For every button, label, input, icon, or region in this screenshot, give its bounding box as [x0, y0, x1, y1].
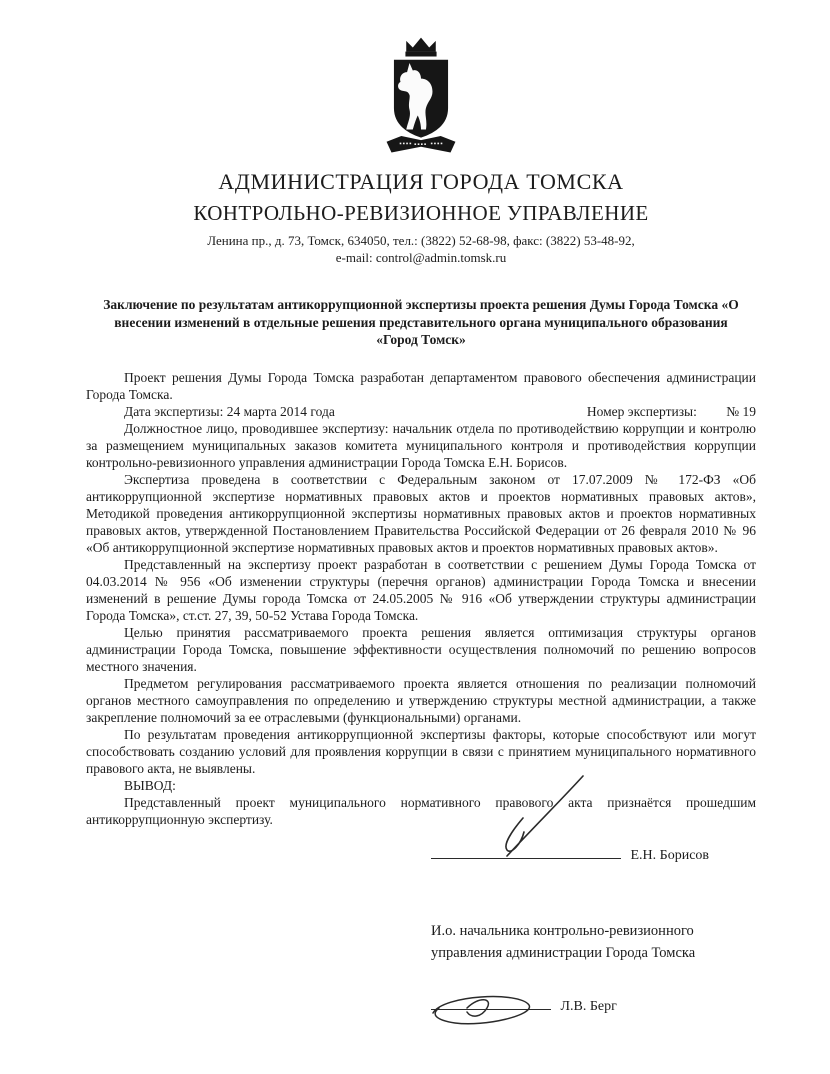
paragraph-legal-basis: Экспертиза проведена в соответствии с Федеральным законом от 17.07.2009 № 172-ФЗ «Об антикоррупционной экспертизе нормативных правовых актов и проектов нормативных правовых актов», Методикой проведения антикоррупционной экспертизы нормативных правовых актов и проектов нормативных правовых актов, утвержденной Постановлением Правительства Российской Федерации от 26 февраля 2010 № 96 «Об антикоррупционной экспертизе нормативных правовых актов и проектов нормативных правовых актов». — [86, 471, 756, 555]
paragraph-goal: Целью принятия рассматриваемого проекта решения является оптимизация структуры органов администрации Города Томска, повышение эффективности осуществления полномочий по решению вопросов местного значения. — [86, 624, 756, 674]
ribbon-icon — [387, 136, 456, 152]
expertise-date — [124, 403, 335, 420]
org-email: e-mail: control@admin.tomsk.ru — [335, 250, 507, 266]
expert-name: Е.Н. Борисов — [630, 847, 710, 863]
signature-line — [431, 1009, 551, 1010]
expertise-number — [587, 403, 756, 420]
paragraph-intro: Проект решения Думы Города Томска разработан департаментом правового обеспечения администрации Города Томска. — [86, 369, 756, 402]
paragraph-conclusion: Представленный проект муниципального нормативного правового акта признаётся прошедшим антикоррупционную экспертизу. — [86, 794, 756, 827]
document-title: Заключение по результатам антикоррупционной экспертизы проекта решения Думы Города Томска «О внесении изменений в отдельные решения представительного органа муниципального образования «Город Томск» — [103, 297, 739, 348]
org-name-secondary: КОНТРОЛЬНО-РЕВИЗИОННОЕ УПРАВЛЕНИЕ — [193, 201, 649, 225]
signature-line — [431, 858, 621, 859]
expertise-date-value: 24 марта 2014 года — [226, 403, 335, 419]
paragraph-subject: Предметом регулирования рассматриваемого проекта является отношения по реализации полномочий органов местного самоуправления по определению и утверждению структуры местной администрации, а также закрепление полномочий за ее отраслевыми (функциональными) органами. — [86, 675, 756, 725]
approver-title-line1: И.о. начальника контрольно-ревизионного — [431, 922, 694, 939]
expert-signature-block — [431, 848, 756, 878]
tomsk-coat-of-arms-icon — [380, 36, 462, 159]
document-body — [86, 369, 756, 828]
paragraph-result: По результатам проведения антикоррупционной экспертизы факторы, которые способствуют или могут способствовать созданию условий для проявления коррупции в связи с принятием муниципального нормативного правового акта, не выявлены. — [86, 726, 756, 776]
expertise-number-label: Номер экспертизы: — [586, 403, 697, 419]
approver-signature-block — [431, 999, 756, 1039]
org-name-primary: АДМИНИСТРАЦИЯ ГОРОДА ТОМСКА — [218, 169, 624, 194]
expertise-meta-row — [86, 403, 756, 420]
crown-icon — [405, 38, 436, 57]
paragraph-project-basis: Представленный на экспертизу проект разработан в соответствии с решением Думы Города Томска от 04.03.2014 № 956 «Об изменении структуры (перечня органов) администрации Города Томска и внесении изменений в решение Думы города Томска от 24.05.2005 № 916 «Об утверждении структуры администрации Города Томска», ст.ст. 27, 39, 50-52 Устава Города Томска. — [86, 556, 756, 623]
expertise-date-label: Дата экспертизы: — [124, 403, 224, 419]
handwritten-signature-icon — [423, 987, 543, 1029]
approver-title-line2: управления администрации Города Томска — [431, 945, 696, 962]
org-address: Ленина пр., д. 73, Томск, 634050, тел.: (3822) 52-68-98, факс: (3822) 53-48-92, — [207, 233, 635, 248]
paragraph-official: Должностное лицо, проводившее экспертизу: начальник отдела по противодействию коррупции и контролю за размещением муниципальных заказов комитета муниципального контроля и противодействия коррупции контрольно-ревизионного управления администрации Города Томска Е.Н. Борисов. — [86, 420, 756, 470]
approver-name: Л.В. Берг — [560, 998, 617, 1014]
expertise-number-value: № 19 — [726, 403, 756, 419]
approver-title — [431, 920, 756, 965]
conclusion-label: ВЫВОД: — [124, 777, 176, 793]
